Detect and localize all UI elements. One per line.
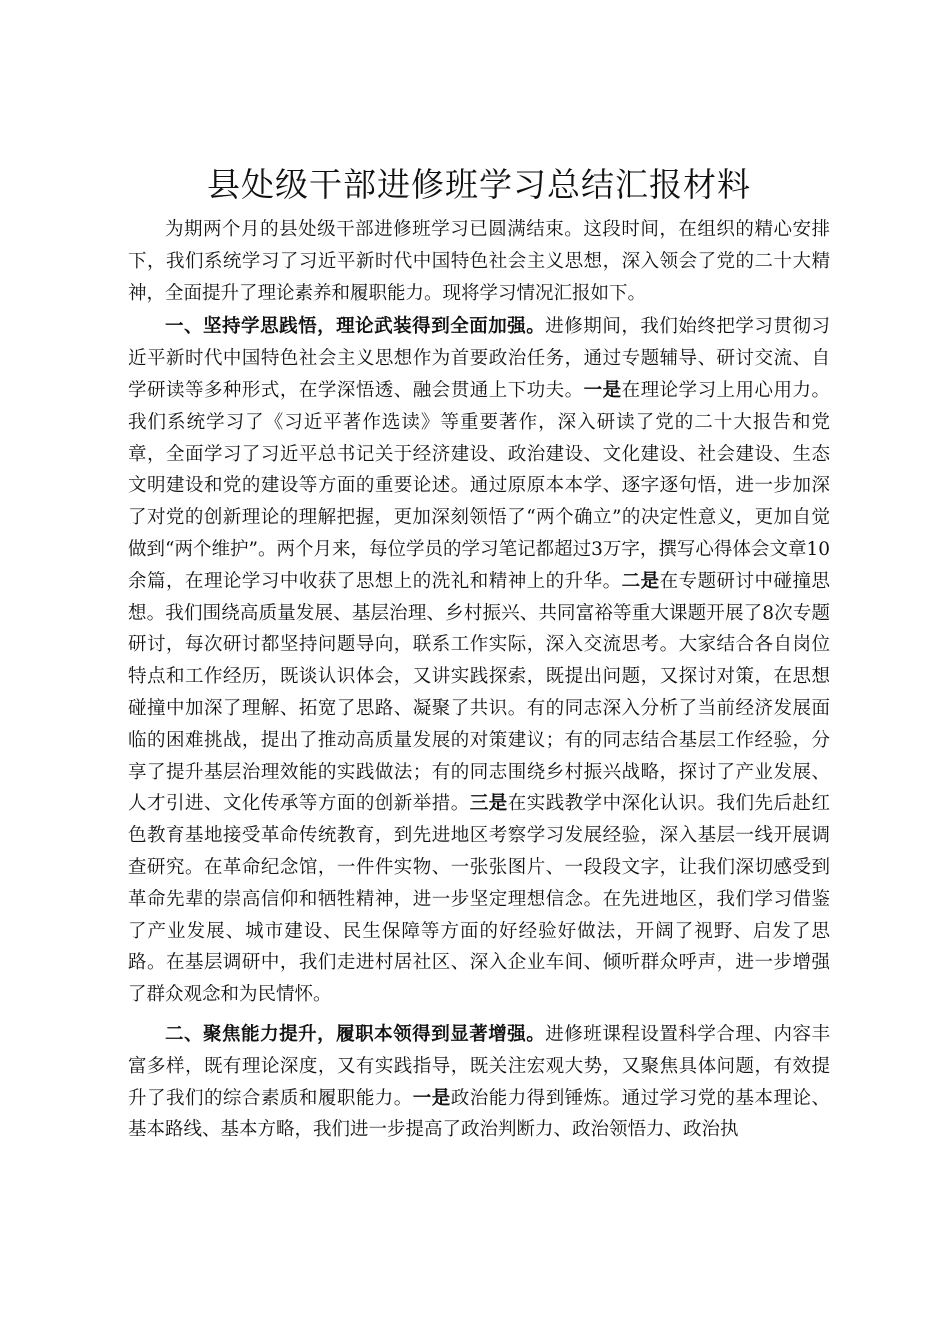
section-1-point-2-text: 在专题研讨中碰撞思想。我们围绕高质量发展、基层治理、乡村振兴、共同富裕等重大课题开展了8次专题研讨，每次研讨都坚持问题导向，联系工作实际，深入交流思考。大家结合各自岗位特点和工作经历，既谈认识体会，又讲实践探索，既提出问题，又探讨对策，在思想碰撞中加深了理解、拓宽了思路、凝聚了共识。有的同志深入分析了当前经济发展面临的困难挑战，提出了推动高质量发展的对策建议；有的同志结合基层工作经验，分享了提升基层治理效能的实践做法；有的同志围绕乡村振兴战略，探讨了产业发展、人才引进、文化传承等方面的创新举措。 <box>128 570 830 815</box>
document-title: 县处级干部进修班学习总结汇报材料 <box>207 165 751 204</box>
section-1-lead: 进修期间，我们始终把学习贯彻习近平新时代中国特色社会主义思想作为首要政治任务，通过专题辅导、研讨交流、自学研读等多种形式，在学深悟透、融会贯通上下功夫。 <box>128 316 830 401</box>
section-2-point-1-text: 政治能力得到锤炼。通过学习党的基本理论、基本路线、基本方略，我们进一步提高了政治判断力、政治领悟力、政治执 <box>128 1087 830 1141</box>
section-2-heading: 二、聚焦能力提升，履职本领得到显著增强。 <box>165 1023 546 1045</box>
section-1-point-3-label: 三是 <box>469 793 508 815</box>
intro-paragraph: 为期两个月的县处级干部进修班学习已圆满结束。这段时间，在组织的精心安排下，我们系统学习了习近平新时代中国特色社会主义思想，深入领会了党的二十大精神，全面提升了理论素养和履职能力。现将学习情况汇报如下。 <box>128 219 830 304</box>
section-2-paragraph <box>128 1019 830 1146</box>
section-1-point-2-label: 二是 <box>621 570 660 592</box>
section-1-point-3-text: 在实践教学中深化认识。我们先后赴红色教育基地接受革命传统教育，到先进地区考察学习发展经验，深入基层一线开展调查研究。在革命纪念馆，一件件实物、一张张图片、一段段文字，让我们深切感受到革命先辈的崇高信仰和牺牲精神，进一步坚定理想信念。在先进地区，我们学习借鉴了产业发展、城市建设、民生保障等方面的好经验好做法，开阔了视野、启发了思路。在基层调研中，我们走进村居社区、深入企业车间、倾听群众呼声，进一步增强了群众观念和为民情怀。 <box>128 793 830 1006</box>
section-1-paragraph <box>128 311 830 1011</box>
section-1-heading: 一、坚持学思践悟，理论武装得到全面加强。 <box>165 316 546 338</box>
document-page <box>128 162 830 1146</box>
section-2-lead: 进修班课程设置科学合理、内容丰富多样，既有理论深度，又有实践指导，既关注宏观大势，又聚焦具体问题，有效提升了我们的综合素质和履职能力。 <box>128 1023 830 1109</box>
section-1-point-1-text: 在理论学习上用心用力。我们系统学习了《习近平著作选读》等重要著作，深入研读了党的二十大报告和党章，全面学习了习近平总书记关于经济建设、政治建设、文化建设、社会建设、生态文明建设和党的建设等方面的重要论述。通过原原本本学、逐字逐句悟，进一步加深了对党的创新理论的理解把握，更加深刻领悟了“两个确立”的决定性意义，更加自觉做到“两个维护”。两个月来，每位学员的学习笔记都超过3万字，撰写心得体会文章10余篇，在理论学习中收获了思想上的洗礼和精神上的升华。 <box>128 379 830 592</box>
section-1-point-1-label: 一是 <box>583 379 622 401</box>
section-2-point-1-label: 一是 <box>412 1087 451 1109</box>
